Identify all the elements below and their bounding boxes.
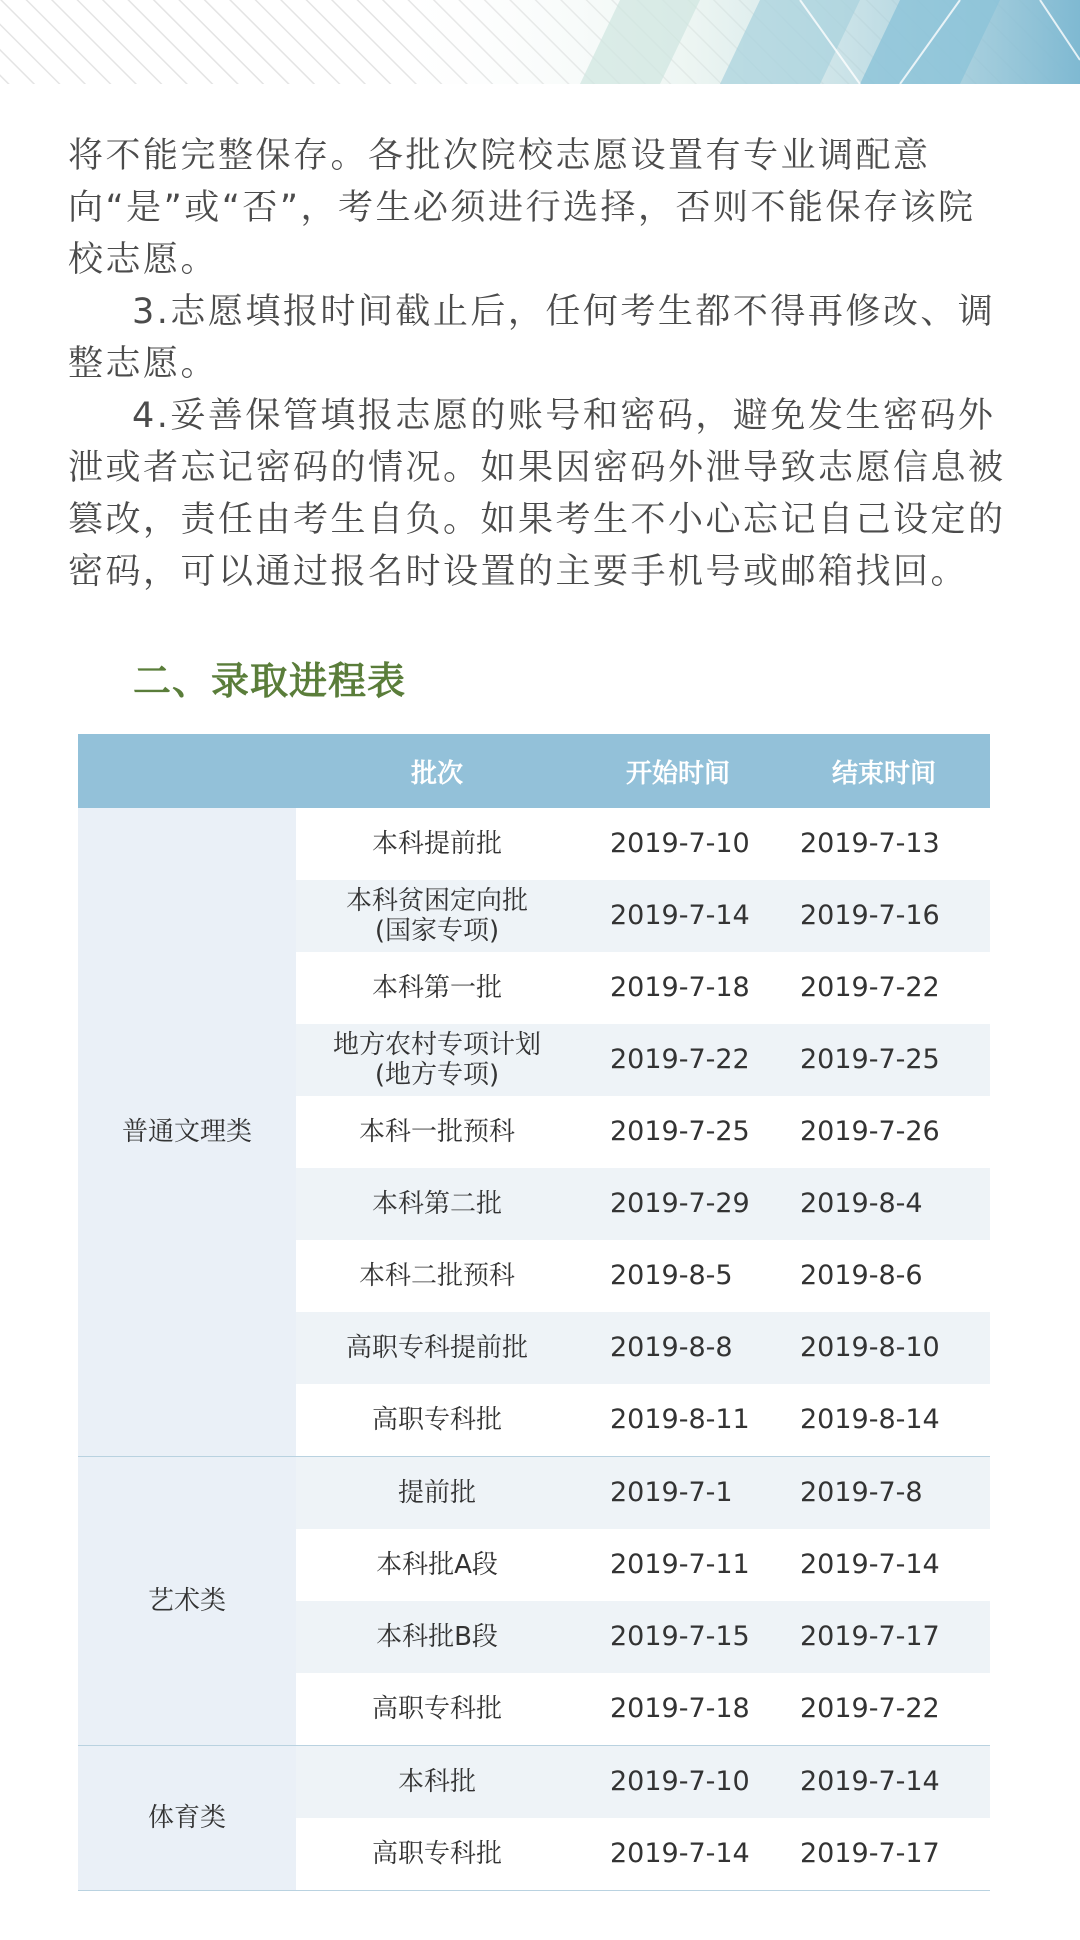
start-date-cell: 2019-7-29 (578, 1168, 778, 1240)
category-cell: 普通文理类 (78, 808, 296, 1457)
start-date-cell: 2019-7-14 (578, 1818, 778, 1891)
table-body (78, 808, 990, 1891)
start-date-cell: 2019-7-1 (578, 1457, 778, 1530)
end-date-cell: 2019-7-13 (778, 808, 990, 880)
paragraph-deadline: 3.志愿填报时间截止后，任何考生都不得再修改、调整志愿。 (68, 292, 996, 384)
end-date-cell: 2019-8-14 (778, 1384, 990, 1457)
start-date-cell: 2019-7-18 (578, 1673, 778, 1746)
start-date-cell: 2019-8-5 (578, 1240, 778, 1312)
end-date-cell: 2019-7-14 (778, 1529, 990, 1601)
banner-pattern-graphic (0, 0, 1080, 84)
paragraph-password: 4.妥善保管填报志愿的账号和密码，避免发生密码外泄或者忘记密码的情况。如果因密码外泄导致志愿信息被篡改，责任由考生自负。如果考生不小心忘记自己设定的密码，可以通过报名时设置的主要手机号或邮箱找回。 (68, 396, 1006, 592)
start-date-cell: 2019-7-25 (578, 1096, 778, 1168)
top-decorative-banner (0, 0, 1080, 84)
table-header-row (78, 734, 990, 808)
batch-cell: 本科提前批 (296, 808, 578, 880)
batch-cell: 本科批B段 (296, 1601, 578, 1673)
start-date-cell: 2019-7-18 (578, 952, 778, 1024)
batch-cell: 高职专科批 (296, 1673, 578, 1746)
category-cell: 体育类 (78, 1746, 296, 1891)
end-date-cell: 2019-7-26 (778, 1096, 990, 1168)
start-date-cell: 2019-7-10 (578, 1746, 778, 1819)
batch-cell: 高职专科批 (296, 1818, 578, 1891)
end-date-cell: 2019-7-16 (778, 880, 990, 952)
start-date-cell: 2019-8-11 (578, 1384, 778, 1457)
batch-cell: 本科二批预科 (296, 1240, 578, 1312)
header-batch: 批次 (296, 734, 578, 808)
section-title-admission-schedule: 二、录取进程表 (133, 659, 407, 703)
end-date-cell: 2019-8-6 (778, 1240, 990, 1312)
end-date-cell: 2019-7-14 (778, 1746, 990, 1819)
start-date-cell: 2019-7-11 (578, 1529, 778, 1601)
batch-cell: 高职专科批 (296, 1384, 578, 1457)
admission-schedule-table (78, 734, 990, 1891)
batch-cell: 本科第二批 (296, 1168, 578, 1240)
table-row (78, 1746, 990, 1819)
header-end-time: 结束时间 (778, 734, 990, 808)
batch-cell: 本科贫困定向批 (国家专项) (296, 880, 578, 952)
batch-cell: 地方农村专项计划 (地方专项) (296, 1024, 578, 1096)
end-date-cell: 2019-7-25 (778, 1024, 990, 1096)
table-row (78, 1457, 990, 1530)
start-date-cell: 2019-8-8 (578, 1312, 778, 1384)
start-date-cell: 2019-7-14 (578, 880, 778, 952)
table-row (78, 808, 990, 880)
start-date-cell: 2019-7-10 (578, 808, 778, 880)
notice-body-text (68, 130, 1012, 598)
header-start-time: 开始时间 (578, 734, 778, 808)
header-category (78, 734, 296, 808)
category-cell: 艺术类 (78, 1457, 296, 1746)
start-date-cell: 2019-7-15 (578, 1601, 778, 1673)
end-date-cell: 2019-8-10 (778, 1312, 990, 1384)
batch-cell: 本科批A段 (296, 1529, 578, 1601)
batch-cell: 提前批 (296, 1457, 578, 1530)
end-date-cell: 2019-7-8 (778, 1457, 990, 1530)
end-date-cell: 2019-8-4 (778, 1168, 990, 1240)
end-date-cell: 2019-7-22 (778, 1673, 990, 1746)
batch-cell: 本科第一批 (296, 952, 578, 1024)
batch-cell: 本科一批预科 (296, 1096, 578, 1168)
batch-cell: 本科批 (296, 1746, 578, 1819)
end-date-cell: 2019-7-17 (778, 1601, 990, 1673)
paragraph-save-requirement: 将不能完整保存。各批次院校志愿设置有专业调配意向“是”或“否”，考生必须进行选择，否则不能保存该院校志愿。 (68, 136, 976, 280)
end-date-cell: 2019-7-17 (778, 1818, 990, 1891)
start-date-cell: 2019-7-22 (578, 1024, 778, 1096)
end-date-cell: 2019-7-22 (778, 952, 990, 1024)
batch-cell: 高职专科提前批 (296, 1312, 578, 1384)
